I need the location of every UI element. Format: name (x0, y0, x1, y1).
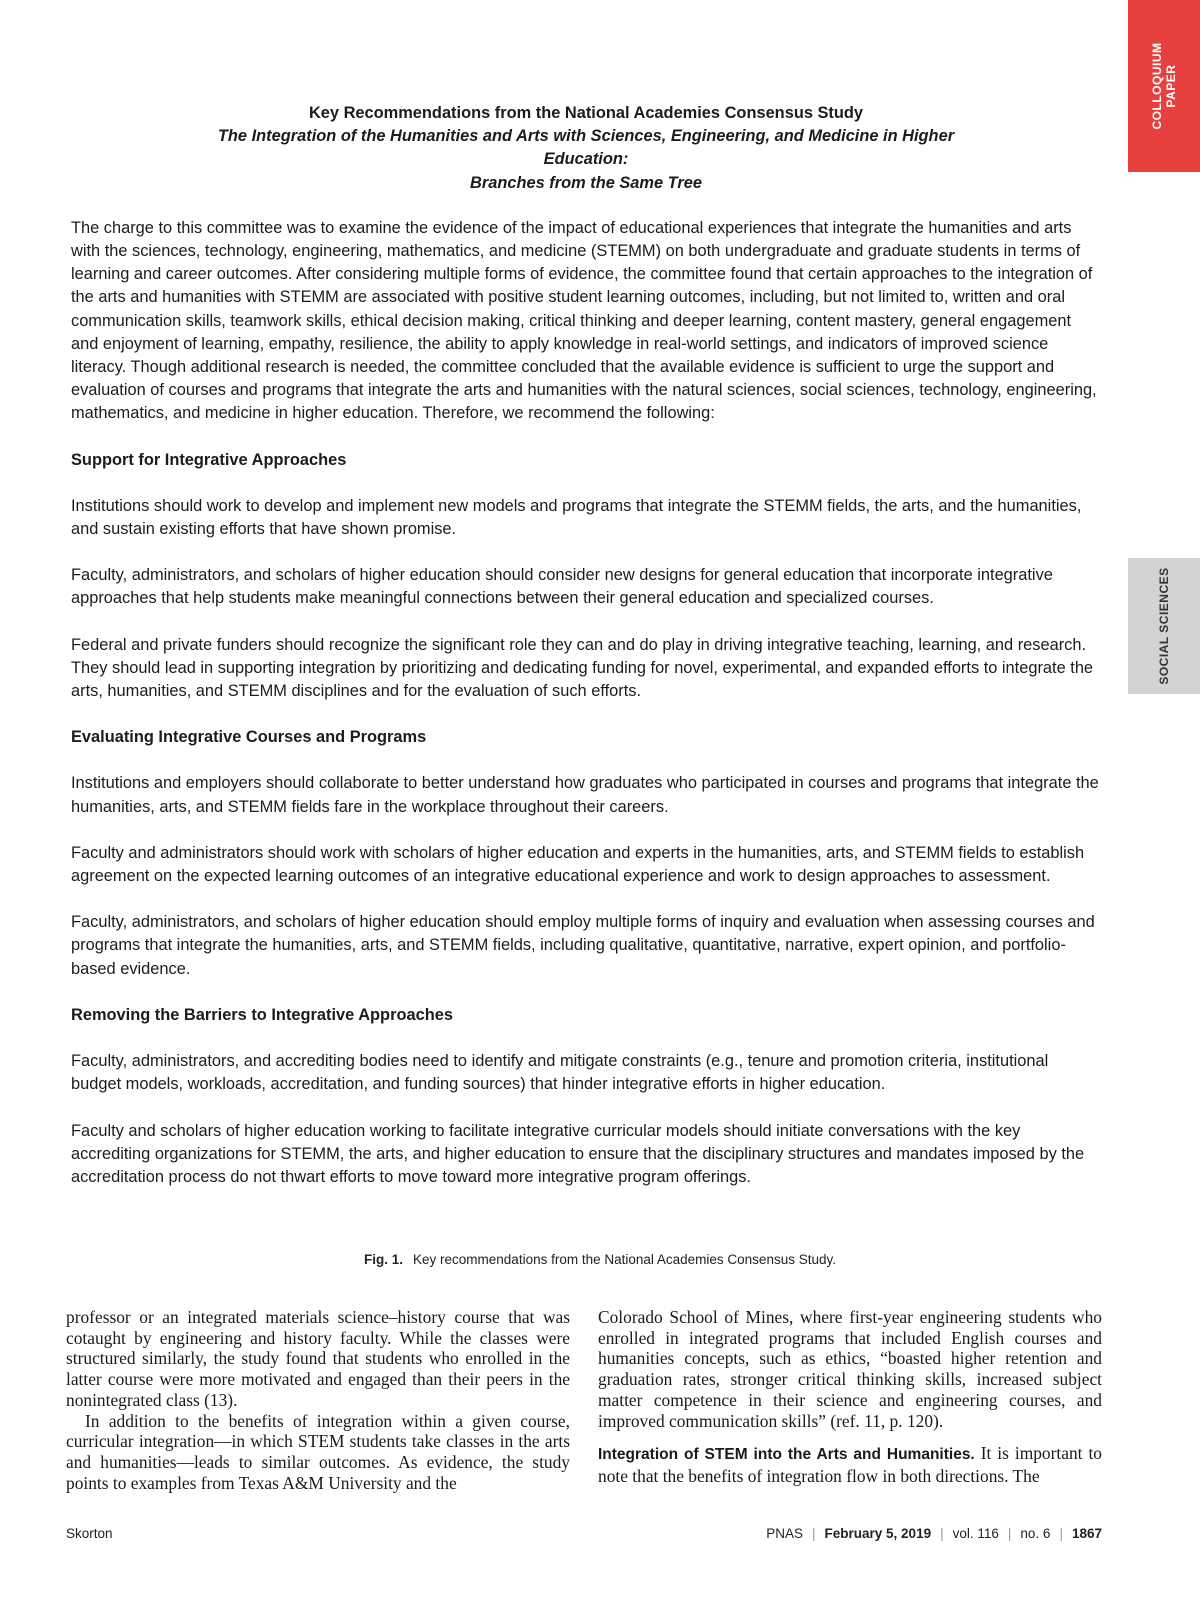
section-heading: Support for Integrative Approaches (71, 450, 347, 469)
footer-journal: PNAS (766, 1526, 803, 1541)
recommendation: Faculty and administrators should work with scholars of higher education and experts in the humanities, arts, and STEMM fields to establish agreement on the expected learning outcomes of an integrative educational experience and work to design approaches to assessment. (71, 843, 1085, 886)
footer-date: February 5, 2019 (824, 1526, 932, 1541)
recommendation: Faculty, administrators, and scholars of higher education should employ multiple forms of inquiry and evaluation when assessing courses and programs that integrate the humanities, arts, and STEMM fields, including qualitative, quantitative, narrative, expert opinion, and portfolio-based evidence. (71, 913, 1095, 978)
body-paragraph: In addition to the benefits of integration within a given course, curricular integration—in which STEM students take classes in the arts and humanities—leads to similar outcomes. As evidence, the study points to examples from Texas A&M University and the (66, 1410, 570, 1493)
body-paragraph: professor or an integrated materials science–history course that was cotaught by engineering and history faculty. While the classes were structured similarly, the study found that students who enrolled in the latter course were more motivated and engaged than their peers in the nonintegrated class (13). (66, 1307, 570, 1410)
footer-issue: no. 6 (1020, 1526, 1051, 1541)
left-column (66, 1307, 570, 1493)
body-paragraph: Colorado School of Mines, where first-year engineering students who enrolled in integrated programs that included English courses and humanities concepts, such as ethics, “boasted higher retention and graduation rates, stronger critical thinking skills, increased subject matter competence in their science and engineering courses, and improved communication skills” (ref. 11, p. 120). (598, 1307, 1102, 1431)
body-paragraph (598, 1443, 1102, 1486)
figure-caption-text: Key recommendations from the National Academies Consensus Study. (413, 1252, 836, 1267)
figure-title: Key Recommendations from the National Academies Consensus Study (308, 104, 864, 122)
recommendation: Faculty and scholars of higher education working to facilitate integrative curricular models should initiate conversations with the key accrediting organizations for STEMM, the arts, and higher education to ensure that the disciplinary structures and mandates imposed by the accreditation process do not thwart efforts to move toward more integrative program offerings. (71, 1121, 1085, 1186)
recommendation: Faculty, administrators, and scholars of higher education should consider new designs for general education that incorporate integrative approaches that help students make meaningful connections between their general education and specialized courses. (71, 566, 1053, 608)
subsection-heading: Integration of STEM into the Arts and Humanities. (598, 1446, 975, 1464)
footer-citation: PNAS | February 5, 2019 | vol. 116 | no. 6 | 1867 (766, 1526, 1102, 1541)
recommendation: Faculty, administrators, and accrediting bodies need to identify and mitigate constraints (e.g., tenure and promotion criteria, institutional budget models, workloads, accreditation, and funding sources) that hinder integrative efforts in higher education. (71, 1052, 1049, 1094)
colloquium-paper-tab (1128, 0, 1200, 172)
figure-subtitle-line: Education: (543, 150, 629, 169)
figure-subtitle (71, 125, 1101, 195)
right-column (598, 1307, 1102, 1493)
section-tab (1128, 558, 1200, 694)
recommendation: Federal and private funders should recognize the significant role they can and do play in driving integrative teaching, learning, and research. They should lead in supporting integration by prioritizing and dedicating funding for novel, experimental, and expanded efforts to integrate the arts, humanities, and STEMM disciplines and for the evaluation of such efforts. (71, 635, 1094, 701)
figure-intro: The charge to this committee was to examine the evidence of the impact of educational experiences that integrate the humanities and arts with the sciences, technology, engineering, mathematics, and medicine (STEMM) on both undergraduate and graduate students in terms of learning and career outcomes. After considering multiple forms of evidence, the committee found that certain approaches to the integration of the arts and humanities with STEMM are associated with positive student learning outcomes, including, but not limited to, written and oral communication skills, teamwork skills, ethical decision making, critical thinking and deeper learning, content mastery, general engagement and enjoyment of learning, empathy, resilience, the ability to apply knowledge in real-world settings, and indicators of improved science literacy. Though additional research is needed, the committee concluded that the available evidence is sufficient to urge the support and evaluation of courses and programs that integrate the arts and humanities with the natural sciences, social sciences, technology, engineering, mathematics, and medicine in higher education. Therefore, we recommend the following: (71, 218, 1097, 423)
section-heading: Removing the Barriers to Integrative Approaches (71, 1005, 453, 1024)
footer-page: 1867 (1071, 1526, 1102, 1541)
subsection-text: It is important to note that the benefits of integration flow in both directions. The (598, 1443, 1102, 1486)
figure-caption-label: Fig. 1. (364, 1252, 404, 1267)
figure-caption (0, 1252, 1200, 1267)
figure-subtitle-line: Branches from the Same Tree (470, 173, 702, 192)
body-columns (66, 1307, 1102, 1493)
page-footer (66, 1526, 1102, 1541)
section-heading: Evaluating Integrative Courses and Programs (71, 728, 427, 747)
recommendation: Institutions should work to develop and implement new models and programs that integrate the STEMM fields, the arts, and the humanities, and sustain existing efforts that have shown promise. (71, 496, 1082, 539)
footer-volume: vol. 116 (952, 1526, 999, 1541)
figure-subtitle-line: The Integration of the Humanities and Arts with Sciences, Engineering, and Medicine in Higher (217, 127, 955, 146)
recommendation: Institutions and employers should collaborate to better understand how graduates who participated in courses and programs that integrate the humanities, arts, and STEMM fields fare in the workplace throughout their careers. (71, 774, 1099, 816)
section-label: SOCIAL SCIENCES (1157, 567, 1171, 685)
footer-author: Skorton (66, 1526, 113, 1541)
figure-1 (71, 102, 1101, 1189)
colloquium-paper-label: COLLOQUIUM PAPER (1150, 42, 1178, 130)
